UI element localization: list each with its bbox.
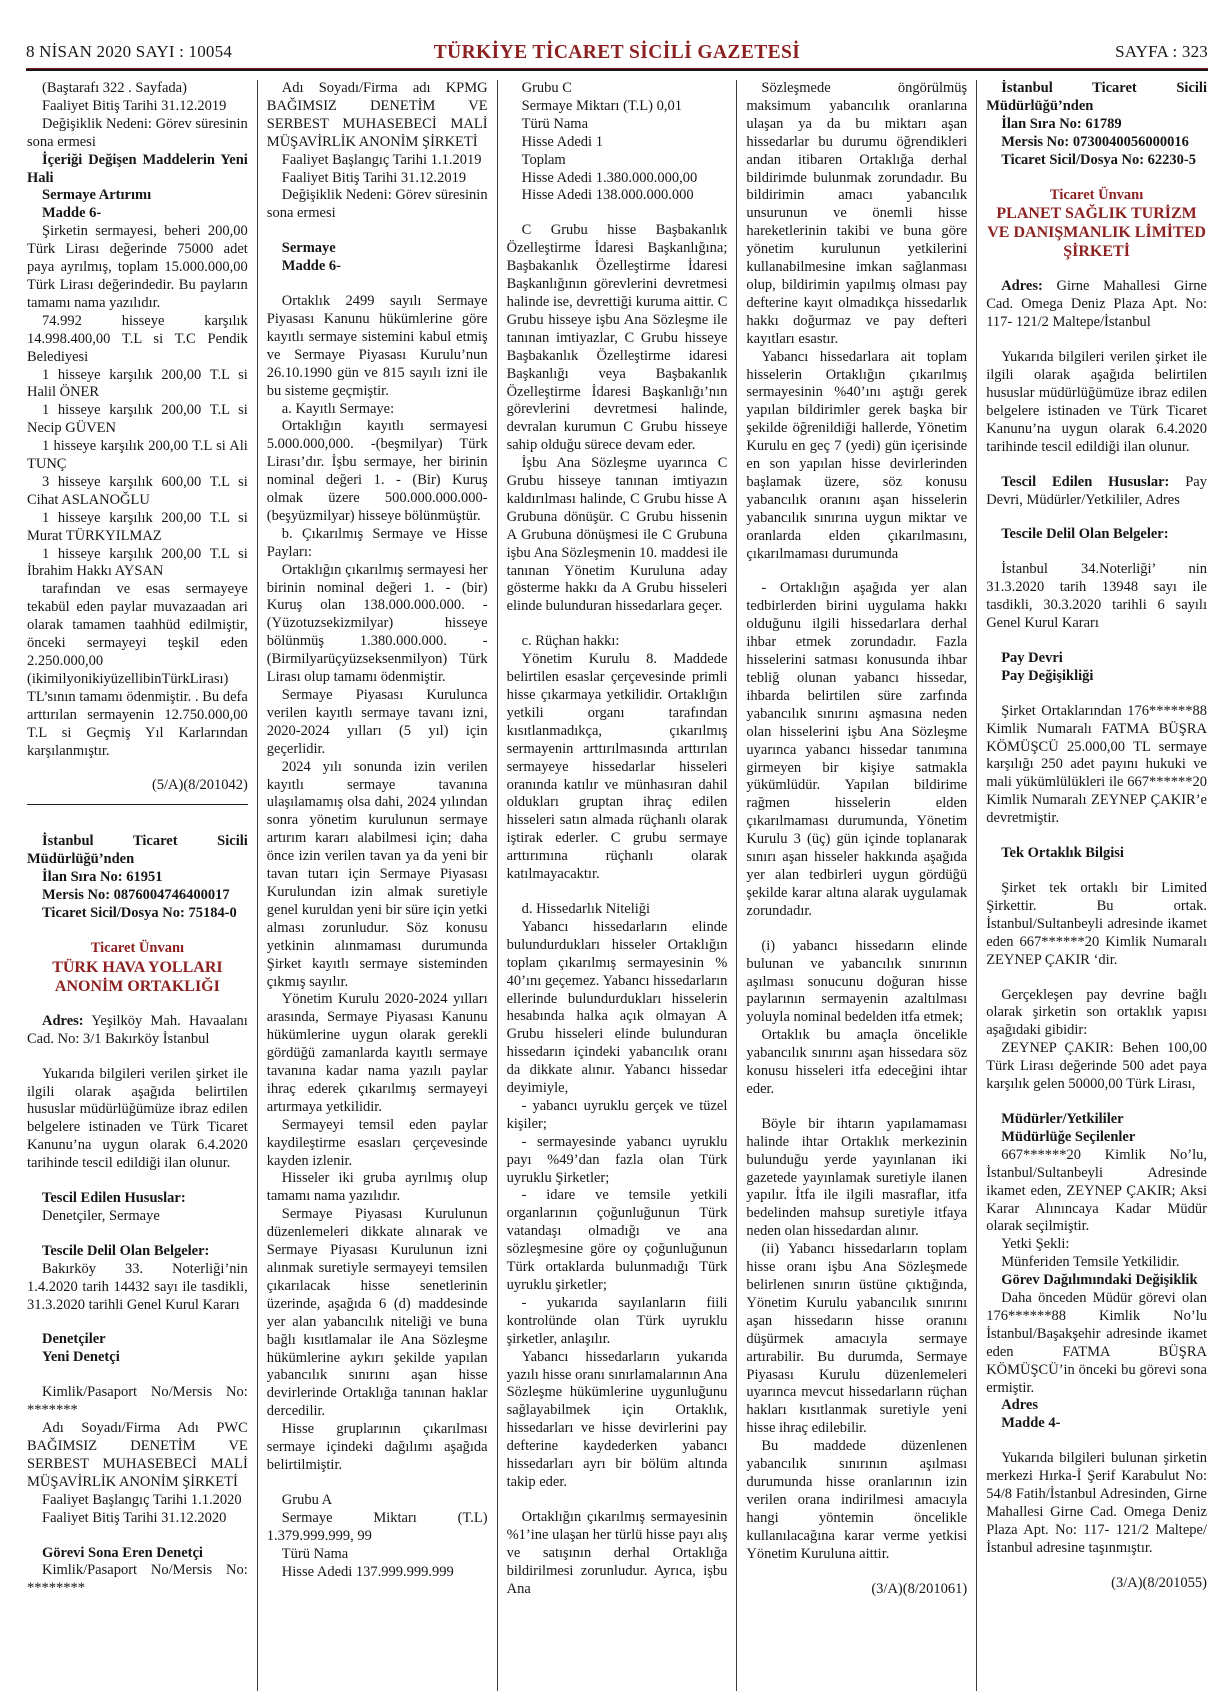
paragraph: Gerçekleşen pay devrine bağlı olarak şirketin son ortaklık yapısı aşağıdaki gibidir: <box>986 986 1207 1039</box>
spacer <box>986 1094 1207 1111</box>
paragraph: Yukarıda bilgileri verilen şirket ile ilgili olarak aşağıda belirtilen hususlar müdürlüğümüze ibraz edilen belgelere istinaden ve Türk Ticaret Kanunu’na uygun olarak 6.4.2020 tarihinde tescil edildiği ilan olunur. <box>27 1065 248 1172</box>
paragraph: c. Rüçhan hakkı: <box>521 633 620 650</box>
spacer <box>986 457 1207 474</box>
spacer <box>27 996 248 1013</box>
paragraph: Toplam <box>521 151 566 168</box>
paragraph: 1 hisseye karşılık 200,00 T.L si Necip GÜVEN <box>27 402 248 437</box>
paragraph: Yönetim Kurulu 8. Maddede belirtilen esaslar çerçevesinde primli hisse çıkarmaya yetkilidir. Ortaklığın yetkili organı tarafından kısıtlanmadıkça, çıkarılmış sermayenin arttırılmasında arttırılan sermayeye hissedarlar hisseleri oranında katılır ve münhasıran dahil oldukları gruptan ihraç edilen hisseleri satın almada rüçhanlı olarak iştirak ederler. C grubu sermaye arttırımına rüçhanlı olarak katılmayacaktır. <box>506 651 728 883</box>
spacer <box>986 633 1207 650</box>
bold-heading: Mersis No: 0876004746400017 <box>42 887 230 904</box>
labeled-paragraph <box>986 474 1207 510</box>
spacer <box>746 563 967 580</box>
company-name-title: TÜRK HAVA YOLLARI ANONİM ORTAKLIĞI <box>52 958 223 995</box>
bold-heading: Görevi Sona Eren Denetçi <box>42 1544 203 1561</box>
issue-date-number: 8 NİSAN 2020 SAYI : 10054 <box>26 42 233 61</box>
paragraph: Sözleşmede öngörülmüş maksimum yabancılık oranlarına ulaşan ya da bu miktarı aşan hissedarlar bu durumu öğrendikleri andan itibaren Ortaklığa derhal bildirimde bulunmak zorundadır. Bu bildirimin amacı yabancılık unsurunun ve önemli hisse hareketlerinin takibi ve buna göre yönetim kurulunun yetkilerini kullanabilmesine imkan sağlanması olup, bildirimin yapılmış olması pay defterine kayıt olmadıkça hissedarlık hakkı doğurmaz ve pay defteri kayıtları esastır. <box>746 80 968 347</box>
paragraph: 3 hisseye karşılık 600,00 T.L si Cihat ASLANOĞLU <box>27 473 248 508</box>
doc-ref-number: (5/A)(8/201042) <box>151 777 248 794</box>
spacer <box>27 1226 248 1243</box>
paragraph: Faaliyet Bitiş Tarihi 31.12.2020 <box>42 1509 227 1526</box>
spacer <box>986 509 1207 526</box>
spacer <box>986 863 1207 880</box>
paragraph: Değişiklik Nedeni: Görev süresinin sona ermesi <box>266 187 488 222</box>
bold-heading: Ticaret Sicil/Dosya No: 62230-5 <box>1001 151 1196 168</box>
bold-heading: Mersis No: 0730040056000016 <box>1001 133 1189 150</box>
paragraph: - yabancı uyruklu gerçek ve tüzel kişiler; <box>506 1097 728 1132</box>
paragraph: Grubu C <box>521 80 572 96</box>
spacer <box>267 1475 488 1492</box>
paragraph: Şirket Ortaklarından 176******88 Kimlik Numaralı FATMA BÜŞRA KÖMÜŞCÜ 25.000,00 TL sermaye karşılığı 250 adet payını hukuki ve mali yükümlülükleri ile 667******20 Kimlik Numaralı ZEYNEP ÇAKIR’e devretmiştir. <box>986 702 1207 827</box>
spacer <box>27 760 248 777</box>
column-4 <box>737 80 977 1691</box>
paragraph: Yukarıda bilgileri bulunan şirketin merkezi Hırka-İ Şerif Karabulut No: 54/8 Fatih/İstanbul Adresinden, Girne Mahallesi Girne Cad. Omega Deniz Plaza Apt. No: 117- 121/2 Maltepe/İstanbul adresine taşınmıştır. <box>986 1450 1207 1556</box>
bold-heading: İlan Sıra No: 61789 <box>1001 115 1122 132</box>
bold-heading: Tescile Delil Olan Belgeler: <box>1001 526 1169 543</box>
paragraph: 1 hisseye karşılık 200,00 T.L si Halil ÖNER <box>27 366 248 401</box>
paragraph: - idare ve temsile yetkili organlarının çoğunluğunun Türk vatandaşı olmadığı ve ana sözleşmesine göre oy çoğunluğunun Türk ortaklarda bulunmadığı Türk uyruklu şirketler; <box>506 1187 728 1293</box>
bold-heading: Tek Ortaklık Bilgisi <box>1001 845 1124 862</box>
paragraph: (i) yabancı hissedarın elinde bulunan ve yabancılık sınırının aşılması sonucunu doğuran hisse paylarının sermayenin azaltılması yoluyla nominal bedelden itfa etmek; <box>746 937 968 1026</box>
paragraph: (ii) Yabancı hissedarların toplam hisse oranı işbu Ana Sözleşmede belirlenen sınırın üstüne çıktığında, Yönetim Kurulu yabancılık sınırını aşan hissedarın hisse oranını düşürmek amacıyla sermaye artırabilir. Bu durumda, Sermaye Piyasası Kurulu düzenlemeleri uyarınca mevcut hissedarların rüçhan hakları kısıtlanmak suretiyle yeni hisse ihraç edilebilir. <box>746 1241 968 1437</box>
paragraph: Adı Soyadı/Firma adı KPMG BAĞIMSIZ DENETİM VE SERBEST MUHASEBECİ MALİ MÜŞAVİRLİK ANONİM ŞİRKETİ <box>266 80 488 150</box>
paragraph: Ortaklığın çıkarılmış sermayesinin %1’ine ulaşan her türlü hisse payı alış ve satışının derhal Ortaklığa bildirilmesi zorunludur. Ayrıca, işbu Ana <box>506 1508 728 1597</box>
paragraph: Türü Nama <box>521 115 589 132</box>
paragraph: Faaliyet Başlangıç Tarihi 1.1.2019 <box>281 151 482 168</box>
spacer <box>27 1528 248 1545</box>
paragraph: Faaliyet Bitiş Tarihi 31.12.2019 <box>42 97 227 114</box>
bold-heading: Pay Devri <box>1001 649 1063 666</box>
column-1 <box>26 80 258 1691</box>
spacer <box>986 332 1207 349</box>
spacer <box>27 923 248 940</box>
paragraph: Yukarıda bilgileri verilen şirket ile ilgili olarak aşağıda belirtilen hususlar müdürlüğümüze ibraz edilen belgelere istinaden ve Türk Ticaret Kanunu’na uygun olarak 6.4.2020 tarihinde tescil edildiği ilan olunur. <box>986 349 1207 455</box>
paragraph: Ortaklığın kayıtlı sermayesi 5.000.000,000. -(beşmilyar) Türk Lirası’dır. İşbu sermaye, her birinin nominal değeri 1. - (Bir) Kuruş olmak üzere 500.000.000.000-(beşyüzmilyar) hisseye bölünmüştür. <box>266 418 488 524</box>
article-columns <box>26 71 1208 1691</box>
spacer <box>507 884 728 901</box>
paragraph: Adı Soyadı/Firma Adı PWC BAĞIMSIZ DENETİM VE SERBEST MUHASEBECİ MALİ MÜŞAVİRLİK ANONİM ŞİRKETİ <box>27 1420 248 1490</box>
bold-heading: Ticaret Sicil/Dosya No: 75184-0 <box>42 904 237 921</box>
paragraph: Yabancı hissedarların elinde bulundurdukları hisseler Ortaklığın toplam çıkarılmış sermayesinin % 40’ını geçemez. Yabancı hissedarların ellerinde bulundurdukları hisselerin hesabında halka açık olmayan A Grubu hisseleri elinde bulunduran hissedarın içindeki yabancılık oranı da dikkate alınır. Yabancı hissedar deyimiyle, <box>506 918 728 1097</box>
paragraph: Kimlik/Pasaport No/Mersis No: ******** <box>27 1562 248 1597</box>
bold-heading: Sermaye <box>281 240 336 257</box>
spacer <box>507 616 728 633</box>
bold-heading: Madde 6- <box>42 205 102 222</box>
spacer <box>746 921 967 938</box>
page-number: SAYFA : 323 <box>1115 42 1208 61</box>
paragraph: Sermaye Miktarı (T.L) 1.379.999.999, 99 <box>266 1509 488 1544</box>
bold-heading: Tescil Edilen Hususlar: <box>42 1190 186 1207</box>
paragraph: Ortaklığın çıkarılmış sermayesi her birinin nominal değeri 1. - (bir) Kuruş olan 138.000.000.000. - (Yüzotuzsekizmilyar) hisseye bölünmüş 1.380.000.000. - (Birmilyarüçyüzseksenmilyon) Türk Lirası olup tamamı ödenmiştir. <box>266 561 488 686</box>
company-name-title: PLANET SAĞLIK TURİZM VE DANIŞMANLIK LİMİTED ŞİRKETİ <box>987 205 1206 261</box>
paragraph: İşbu Ana Sözleşme uyarınca C Grubu hisseye tanınan imtiyazın kaldırılması halinde, C Grubu hisse A Grubuna dönüşür. C Grubu hissenin A Grubuna dönüşmesi ile C Grubuna işbu Ana Sözleşmenin 10. maddesi ile tanınan Yönetim Kuruluna aday gösterme hakkı da A Grubu hisseleri elinde bulunduran hissedarlara geçer. <box>506 455 728 615</box>
paragraph: Değişiklik Nedeni: Görev süresinin sona ermesi <box>27 115 248 150</box>
paragraph: C Grubu hisse Başbakanlık Özelleştirme İdaresi Başkanlığına; Başbakanlık Özelleştirme İdaresi Başkanlığının görevlerini devretmesi halinde ise, devrettiği kuruma aittir. C Grubu hisseye işbu Ana Sözleşme ile tanınan imtiyazlar, C Grubu hisseye Başbakanlık Özelleştirme idaresi Başkanlığı veya Başbakanlık Özelleştirme İdaresi Başkanlığı’nın görevlerini devretmesi halinde, devralan kurumun C Grubu hisseye sahip olduğu sürece devam eder. <box>506 222 728 454</box>
paragraph: İstanbul 34.Noterliği’ nin 31.3.2020 tarih 13948 sayı ile tasdikli, 30.3.2020 tarihli 6 sayılı Genel Kurul Kararı <box>986 561 1207 632</box>
paragraph: Bu maddede düzenlenen yabancılık sınırının aşılması durumunda hisse oranlarının izin verilen orana indirilmesi amacıyla hangi yöntemin öncelikle kullanılacağına karar verme yetkisi Yönetim Kuruluna aittir. <box>746 1438 968 1562</box>
spacer <box>986 970 1207 987</box>
spacer <box>986 261 1207 278</box>
field-label: Tescil Edilen Hususlar: <box>1001 473 1170 490</box>
spacer <box>986 828 1207 845</box>
paragraph: Hisse Adedi 137.999.999.999 <box>281 1563 454 1580</box>
spacer <box>507 1492 728 1509</box>
paragraph: Grubu A <box>281 1491 333 1508</box>
paragraph: Hisse Adedi 1 <box>521 133 603 150</box>
bold-heading: Adres <box>1001 1397 1038 1414</box>
bold-heading: İstanbul Ticaret Sicili Müdürlüğü’nden <box>27 833 248 868</box>
bold-heading: Yeni Denetçi <box>42 1349 120 1366</box>
paragraph: Faaliyet Başlangıç Tarihi 1.1.2020 <box>42 1491 242 1508</box>
paragraph: Sermaye Piyasası Kurulunca verilen kayıtlı sermaye tavanı izni, 2020-2024 yılları (5 yıl) için geçerlidir. <box>266 687 488 757</box>
bold-heading: Pay Değişikliği <box>1001 667 1094 684</box>
bold-heading: Denetçiler <box>42 1331 106 1348</box>
paragraph: b. Çıkarılmış Sermaye ve Hisse Payları: <box>266 525 488 560</box>
paragraph: Bakırköy 33. Noterliği’nin 1.4.2020 tarih 14432 sayı ile tasdikli, 31.3.2020 tarihli Genel Kurul Kararı <box>27 1260 248 1313</box>
field-label: Adres: <box>42 1012 84 1029</box>
bold-heading: İstanbul Ticaret Sicili Müdürlüğü’nden <box>986 80 1207 114</box>
paragraph: 74.992 hisseye karşılık 14.998.400,00 T.L si T.C Pendik Belediyesi <box>27 312 248 365</box>
paragraph: Yetki Şekli: <box>1001 1236 1070 1253</box>
paragraph: Denetçiler, Sermaye <box>42 1207 160 1224</box>
field-value: Yeşilköy Mah. Havaalanı Cad. No: 3/1 Bakırköy İstanbul <box>27 1012 248 1047</box>
spacer <box>986 544 1207 561</box>
spacer <box>267 276 488 293</box>
paragraph: Hisse Adedi 1.380.000.000,00 <box>521 169 698 186</box>
gazette-masthead-title: TÜRKİYE TİCARET SİCİLİ GAZETESİ <box>433 42 801 63</box>
spacer <box>27 1173 248 1190</box>
paragraph: Hisseler iki gruba ayrılmış olup tamamı nama yazılıdır. <box>266 1170 488 1205</box>
spacer <box>27 1049 248 1066</box>
page-header <box>26 0 1208 66</box>
spacer <box>746 1099 967 1116</box>
paragraph: Daha önceden Müdür görevi olan 176******88 Kimlik No’lu İstanbul/Başakşehir adresinde ikamet eden FATMA BÜŞRA KÖMÜŞCÜ’in önceki bu görevi sona ermiştir. <box>986 1290 1207 1396</box>
paragraph: 1 hisseye karşılık 200,00 T.L si Ali TUNÇ <box>27 438 248 473</box>
paragraph: Yabancı hissedarlara ait toplam hisselerin Ortaklığın çıkarılmış sermayesinin %40’ını aştığı gerek yapılan bildirimler gerek başka bir şekilde öğrenildiği hallerde, Yönetim Kurulu en geç 7 (yedi) gün içerisinde en son yapılan hisse devirlerinden başlamak üzere, söz konusu yabancılık oranını aşan hisselerin yabancılık sınırına uygun miktar ve oranlarda elden çıkarılmasını, çıkarılmaması durumunda <box>746 348 968 562</box>
bold-heading: Görev Dağılımındaki Değişiklik <box>1001 1272 1198 1289</box>
bold-heading: İçeriği Değişen Maddelerin Yeni Hali <box>27 151 248 186</box>
column-3 <box>498 80 738 1691</box>
paragraph: Hisse Adedi 138.000.000.000 <box>521 187 694 204</box>
paragraph: 1 hisseye karşılık 200,00 T.L si Murat TÜRKYILMAZ <box>27 509 248 544</box>
bold-heading: Müdürlüğe Seçilenler <box>1001 1128 1136 1145</box>
doc-ref-number: (3/A)(8/201055) <box>1111 1574 1207 1591</box>
paragraph: (Baştarafı 322 . Sayfada) <box>42 80 187 96</box>
trade-title-label: Ticaret Ünvanı <box>90 939 185 956</box>
paragraph: Böyle bir ihtarın yapılamaması halinde ihtar Ortaklık merkezinin bulunduğu yerde yayınlanan iki gazetede yayınlamak suretiyle ilanen yapılır. İtfa ile ilgili masraflar, itfa bedelinden mahsup suretiyle itfaya neden olan hissedardan alınır. <box>746 1115 968 1240</box>
labeled-paragraph <box>986 278 1207 332</box>
doc-ref-number: (3/A)(8/201061) <box>871 1580 968 1597</box>
field-value: Pay Devri, Müdürler/Yetkililer, Adres <box>986 473 1207 508</box>
bold-heading: Madde 6- <box>281 258 342 275</box>
spacer <box>986 170 1207 187</box>
paragraph: Şirketin sermayesi, beheri 200,00 Türk Lirası değerinde 75000 adet paya ayrılmış, toplam 15.000.000,00 Türk Lirası değerindedir. Bu payların tamamı nama yazılıdır. <box>27 223 248 311</box>
column-5 <box>977 80 1208 1691</box>
paragraph: - Ortaklığın aşağıda yer alan tedbirlerden birini uygulama hakkı olduğunu ilgili hissedarlara derhal ihbar etmek zorundadır. Fazla hisselerini satması konusunda ihbar tebliğ olunan yabancı hissedar, ihbarda belirtilen süre zarfında yabancılık sınırını aşmasına neden olan hisselerini işbu Ana Sözleşme uyarınca yabancı hissedar tanımına girmeyen bir kişiye satmakla yükümlüdür. Yapılan bildirime rağmen hisselerin elden çıkarılmaması durumunda, Yönetim Kurulu 3 (üç) gün içinde toplanarak sınırı aşan hisseler hakkında aşağıda yer alan tedbirleri uygun gördüğü şekilde karar altına alarak uygulamak zorundadır. <box>746 580 968 919</box>
bold-heading: İlan Sıra No: 61951 <box>42 869 163 886</box>
paragraph: Sermayeyi temsil eden paylar kaydileştirme esasları çerçevesinde kayden izlenir. <box>266 1116 488 1169</box>
paragraph: Sermaye Piyasası Kurulunun düzenlemeleri dikkate alınarak ve Sermaye Piyasası Kurulunun izni alınmak suretiyle sermayeyi temsilen çıkarılacak hisse senetlerinin üzerinde, aşağıda 6 (d) maddesinde yer alan yabancılık niteliği ve buna bağlı kısıtlamalar ile Ana Sözleşme hükümlerine aykırı şekilde yapılan yabancılık sınırını aşan hisse devirlerinde Ortaklığa tanınan haklar dercedilir. <box>266 1206 488 1420</box>
paragraph: Ortaklık bu amaçla öncelikle yabancılık sınırını aşan hissedara söz konusu hisseleri itfa edeceğini ihtar eder. <box>746 1027 968 1097</box>
spacer <box>986 1558 1207 1575</box>
spacer <box>986 686 1207 703</box>
paragraph: d. Hissedarlık Niteliği <box>521 900 651 917</box>
paragraph: Hisse gruplarının çıkarılması sermaye içindeki dağılımı aşağıda belirtilmiştir. <box>266 1421 488 1473</box>
column-2 <box>258 80 498 1691</box>
paragraph: Faaliyet Bitiş Tarihi 31.12.2019 <box>281 169 467 186</box>
paragraph: - sermayesinde yabancı uyruklu payı %49’dan fazla olan Türk uyruklu Şirketler; <box>506 1133 728 1186</box>
field-label: Adres: <box>1001 278 1043 295</box>
spacer <box>986 1433 1207 1450</box>
labeled-paragraph <box>27 1013 248 1049</box>
paragraph: Münferiden Temsile Yetkilidir. <box>1001 1254 1180 1271</box>
paragraph: a. Kayıtlı Sermaye: <box>281 400 395 417</box>
paragraph: Yönetim Kurulu 2020-2024 yılları arasında, Sermaye Piyasası Kanunu hükümlerine uygun olarak gerekli gördüğü zamanlarda kayıtlı sermaye tavanına kadar nama yazılı paylar ihraç ederek çıkarılmış sermayeyi artırmaya yetkilidir. <box>266 991 488 1115</box>
paragraph: Şirket tek ortaklı bir Limited Şirkettir. Bu ortak. İstanbul/Sultanbeyli adresinde ikamet eden 667******20 Kimlik Numaralı ZEYNEP ÇAKIR ‘dir. <box>986 880 1207 968</box>
paragraph: 2024 yılı sonunda izin verilen kayıtlı sermaye tavanına ulaşılamamış olsa dahi, 2024 yılından sonra yönetim kurulunun sermaye artırım kararı alabilmesi için; daha önce izin verilen tavan ya da yeni bir tavan tutarı için Sermaye Piyasası Kurulundan izin almak suretiyle genel kuruldan yeni bir süre için yetki alması zorunludur. Söz konusu yetkinin alınmaması durumunda Şirket kayıtlı sermaye sisteminden çıkmış sayılır. <box>266 758 488 990</box>
bold-heading: Tescile Delil Olan Belgeler: <box>42 1242 210 1259</box>
paragraph: Ortaklık 2499 sayılı Sermaye Piyasası Kanunu hükümlerine göre kayıtlı sermaye sistemini kabul etmiş ve Sermaye Piyasası Kurulu’nun 26.10.1990 gün ve 815 sayılı izni ile bu sisteme geçmiştir. <box>266 293 488 399</box>
paragraph: Yabancı hissedarların yukarıda yazılı hisse oranı sınırlamalarının Ana Sözleşme hükümlerine uygunluğunu sağlayabilmek için Ortaklık, hissedarları ve hisse devirlerini pay defterine kaydederken yabancı hissedarları ayrı bir bölüm altında takip eder. <box>506 1348 728 1490</box>
field-value: Girne Mahallesi Girne Cad. Omega Deniz Plaza Apt. No: 117- 121/2 Maltepe/İstanbul <box>986 278 1207 331</box>
paragraph: Türü Nama <box>281 1545 349 1562</box>
paragraph: Sermaye Miktarı (T.L) 0,01 <box>521 97 682 114</box>
article-divider <box>27 804 248 805</box>
bold-heading: Sermaye Artırımı <box>42 187 152 204</box>
spacer <box>27 816 248 833</box>
bold-heading: Madde 4- <box>1001 1415 1061 1432</box>
paragraph: ZEYNEP ÇAKIR: Behen 100,00 Türk Lirası değerinde 500 adet paya karşılık gelen 50000,00 Türk Lirası, <box>986 1040 1207 1093</box>
spacer <box>507 205 728 222</box>
paragraph: Kimlik/Pasaport No/Mersis No: ******* <box>27 1384 248 1419</box>
paragraph: tarafından ve esas sermayeye tekabül eden paylar muvazaadan ari olarak tamamen taahhüd edilmiştir, önceki sermayeyi teşkil eden 2.250.000,00 (ikimilyonikiyüzellibinTürkLirası) TL’sının tamamı ödenmiştir. . Bu defa arttırılan sermayenin 12.750.000,00 T.L si Geçmiş Yıl Karlarından karşılanmıştır. <box>27 581 248 759</box>
trade-title-label: Ticaret Ünvanı <box>1049 186 1144 203</box>
spacer <box>267 223 488 240</box>
bold-heading: Müdürler/Yetkililer <box>1001 1110 1124 1127</box>
paragraph: 667******20 Kimlik No’lu, İstanbul/Sultanbeyli Adresinde ikamet eden, ZEYNEP ÇAKIR; Aksi Karar Alınıncaya Kadar Müdür olarak seçilmiştir. <box>986 1146 1207 1235</box>
spacer <box>746 1564 967 1581</box>
paragraph: 1 hisseye karşılık 200,00 T.L si İbrahim Hakkı AYSAN <box>27 545 248 580</box>
spacer <box>27 1314 248 1331</box>
paragraph: - yukarıda sayılanların fiili kontrolünde olan Türk uyruklu şirketler, anlaşılır. <box>506 1294 728 1347</box>
spacer <box>27 1367 248 1384</box>
